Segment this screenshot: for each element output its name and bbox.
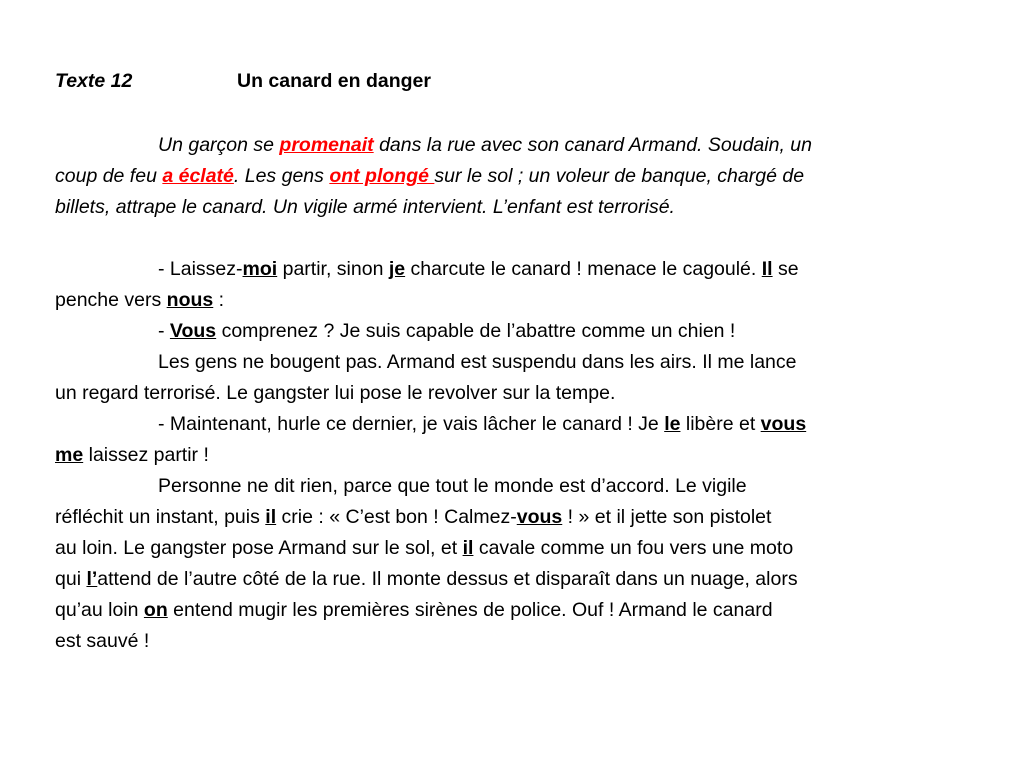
highlighted-pronoun: il [462,537,474,559]
paragraph-line [55,564,955,595]
paragraph-line [55,471,955,502]
text-run: . Les gens [233,165,330,187]
text-run: qui [55,568,87,590]
text-run: Un garçon se [158,134,280,156]
text-run: attend de l’autre côté de la rue. Il monte dessus et disparaît dans un nuage, alors [97,568,798,590]
text-run: au loin. Le gangster pose Armand sur le sol, et [55,537,463,559]
text-run: : [213,289,225,311]
text-run: charcute le canard ! menace le cagoulé. [405,258,762,280]
text-run: crie : « C’est bon ! Calmez- [276,506,517,528]
text-run: coup de feu [55,165,163,187]
highlighted-pronoun: Il [761,258,773,280]
paragraph-line [55,378,955,409]
text-run: laissez partir ! [83,444,209,466]
text-run: réfléchit un instant, puis [55,506,266,528]
highlighted-verb: a éclaté [162,165,234,187]
story-text [55,130,955,657]
paragraph-line [55,409,955,440]
text-run: Personne ne dit rien, parce que tout le monde est d’accord. Le vigile [158,475,747,497]
text-run: ! » et il jette son pistolet [562,506,772,528]
text-run: - Maintenant, hurle ce dernier, je vais lâcher le canard ! Je [158,413,665,435]
highlighted-pronoun: l’ [86,568,98,590]
paragraph-line [55,533,955,564]
paragraph-line [55,130,955,161]
highlighted-pronoun: le [664,413,681,435]
paragraph-line [55,161,955,192]
text-run: un regard terrorisé. Le gangster lui pose le revolver sur la tempe. [55,382,616,404]
text-run: Les gens ne bougent pas. Armand est suspendu dans les airs. Il me lance [158,351,797,373]
text-run: se [772,258,799,280]
text-run: sur le sol ; un voleur de banque, chargé de [434,165,805,187]
paragraph-line [55,347,955,378]
text-run: entend mugir les premières sirènes de police. Ouf ! Armand le canard [167,599,773,621]
text-run: qu’au loin [55,599,144,621]
paragraph-line [55,316,955,347]
paragraph-line [55,285,955,316]
paragraph-line [55,192,955,223]
highlighted-pronoun: moi [242,258,278,280]
text-title: Un canard en danger [237,70,431,92]
text-run: - [158,320,170,342]
paragraph-line [55,595,955,626]
text-run: penche vers [55,289,167,311]
paragraph-line [55,254,955,285]
highlighted-pronoun: nous [166,289,214,311]
text-run: - Laissez- [158,258,243,280]
highlighted-pronoun: vous [516,506,563,528]
highlighted-pronoun: je [388,258,406,280]
highlighted-verb: ont plongé [329,165,435,187]
highlighted-pronoun: vous [760,413,807,435]
highlighted-pronoun: me [55,444,84,466]
text-run: partir, sinon [277,258,389,280]
highlighted-pronoun: Vous [169,320,217,342]
text-run: billets, attrape le canard. Un vigile armé intervient. L’enfant est terrorisé. [55,196,675,218]
paragraph-line [55,440,955,471]
paragraph-line [55,502,955,533]
text-run: libère et [680,413,761,435]
text-run: est sauvé ! [55,630,150,652]
highlighted-verb: promenait [279,134,374,156]
text-run: cavale comme un fou vers une moto [473,537,794,559]
highlighted-pronoun: on [143,599,168,621]
text-run: dans la rue avec son canard Armand. Soudain, un [373,134,812,156]
heading [55,70,955,100]
text-number-label: Texte 12 [55,70,133,92]
highlighted-pronoun: il [265,506,277,528]
blank-line [55,223,955,254]
paragraph-line [55,626,955,657]
text-run: comprenez ? Je suis capable de l’abattre comme un chien ! [216,320,736,342]
